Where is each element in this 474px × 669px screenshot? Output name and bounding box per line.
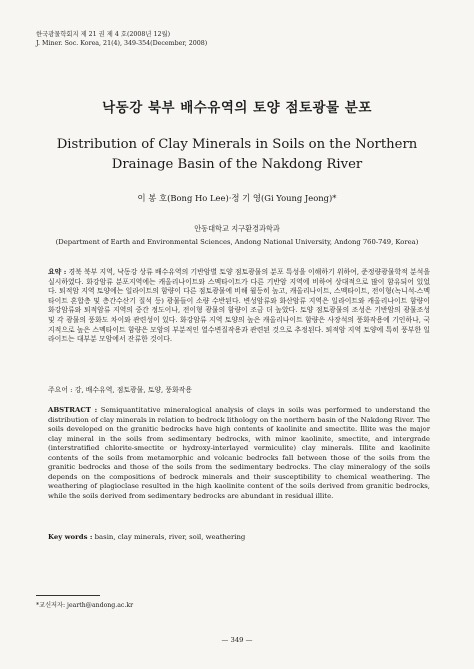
affiliation-korean: 안동대학교 지구환경과학과: [194, 224, 280, 233]
authors: 이 봉 호(Bong Ho Lee)·정 기 영(Gi Young Jeong)*: [137, 193, 337, 203]
page-number: — 349 —: [221, 636, 253, 644]
keywords-english: [48, 533, 245, 541]
journal-header-english: J. Miner. Soc. Korea, 21(4), 349-354(December, 2008): [36, 40, 208, 47]
journal-header-korean: 한국광물학회지 제 21 권 제 4 호(2008년 12월): [36, 31, 171, 38]
abstract-english-label: ABSTRACT :: [48, 406, 98, 414]
footnote-rule: [36, 595, 100, 596]
abstract-english-text: Semiquantitative mineralogical analysis of clays in soils was performed to understand the distribution of clay minerals in relation to bedrock lithology on the northern basin of the Nakdong River. The soils developed on the granitic bedrocks have high contents of kaolinite and smectite. Illite was the major clay mineral in the soils from sedimentary bedrocks, with minor kaolinite, smectite, and intergrade (interstratified chlorite-smectite or hydroxy-interlayed vermiculite) clay minerals. Illite and kaolinite contents of the soils from metamorphic and volcanic bedrocks fall between those of the soils from the granitic bedrocks and those of the soils from the sedimentary bedrocks. The clay mineralogy of the soils depends on the compositions of bedrock minerals and their susceptibility to chemical weathering. The weathering of plagioclase resulted in the high kaolinite content of the soils derived from granitic bedrocks, while the soils derived from sedimentary bedrocks are abundant in residual illite.: [48, 406, 430, 500]
english-title: Distribution of Clay Minerals in Soils on the Northern Drainage Basin of the Nakdong River: [56, 137, 418, 172]
korean-title: 낙동강 북부 배수유역의 토양 점토광물 분포: [102, 100, 372, 116]
abstract-korean: [48, 268, 430, 345]
keywords-korean: [48, 384, 192, 394]
keywords-korean-label: 주요어 :: [48, 386, 73, 394]
keywords-english-label: Key words :: [48, 533, 93, 541]
keywords-korean-text: 강, 배수유역, 점토광물, 토양, 풍화작용: [74, 386, 193, 394]
abstract-korean-label: 요약 :: [48, 268, 67, 276]
journal-header: [36, 30, 207, 48]
abstract-korean-text: 경북 북부 지역, 낙동강 상류 배수유역의 기반암별 토양 점토광물의 분포 특성을 이해하기 위하여, 준정량광물학적 분석을 실시하였다. 화강암류 분포지역에는 캐올리나이트와 스멕타이트가 다른 기반암 지역에 비하여 상대적으로 많이 함유되어 있었다. 퇴적암 지역 토양에는 일라이트의 함량이 다른 점토광물에 비해 월등히 높고, 캐올리나이트, 스멕타이트, 전이형(녹니석-스멕타이트 혼합층 및 층간수산기 질석 등) 광물들이 소량 수반된다. 변성암류와 화산암류 지역은 일라이트와 캐올리나이트 함량이 화강암류와 퇴적암류 지역의 중간 정도이나, 전이형 광물의 함량이 조금 더 높았다. 토양 점토광물의 조성은 기반암의 광물조성 및 각 광물의 풍화도 차이와 관련성이 있다. 화강암류 지역 토양의 높은 캐올리나이트 함량은 사장석의 풍화작용에 기인하나, 국지적으로 높은 스멕타이트 함량은 모암의 부분적인 열수변질작용과 관련된 것으로 추정된다. 퇴적암 지역 토양에 특히 풍부한 일라이트는 대부분 모암에서 잔류한 것이다.: [48, 268, 430, 344]
corresponding-author-footnote: *교신저자: jearth@andong.ac.kr: [36, 602, 134, 609]
abstract-english: [48, 406, 430, 501]
affiliation-english: (Department of Earth and Environmental Sciences, Andong National University, Andong 760-749, Korea): [55, 238, 419, 246]
keywords-english-text: basin, clay minerals, river, soil, weathering: [94, 533, 246, 541]
